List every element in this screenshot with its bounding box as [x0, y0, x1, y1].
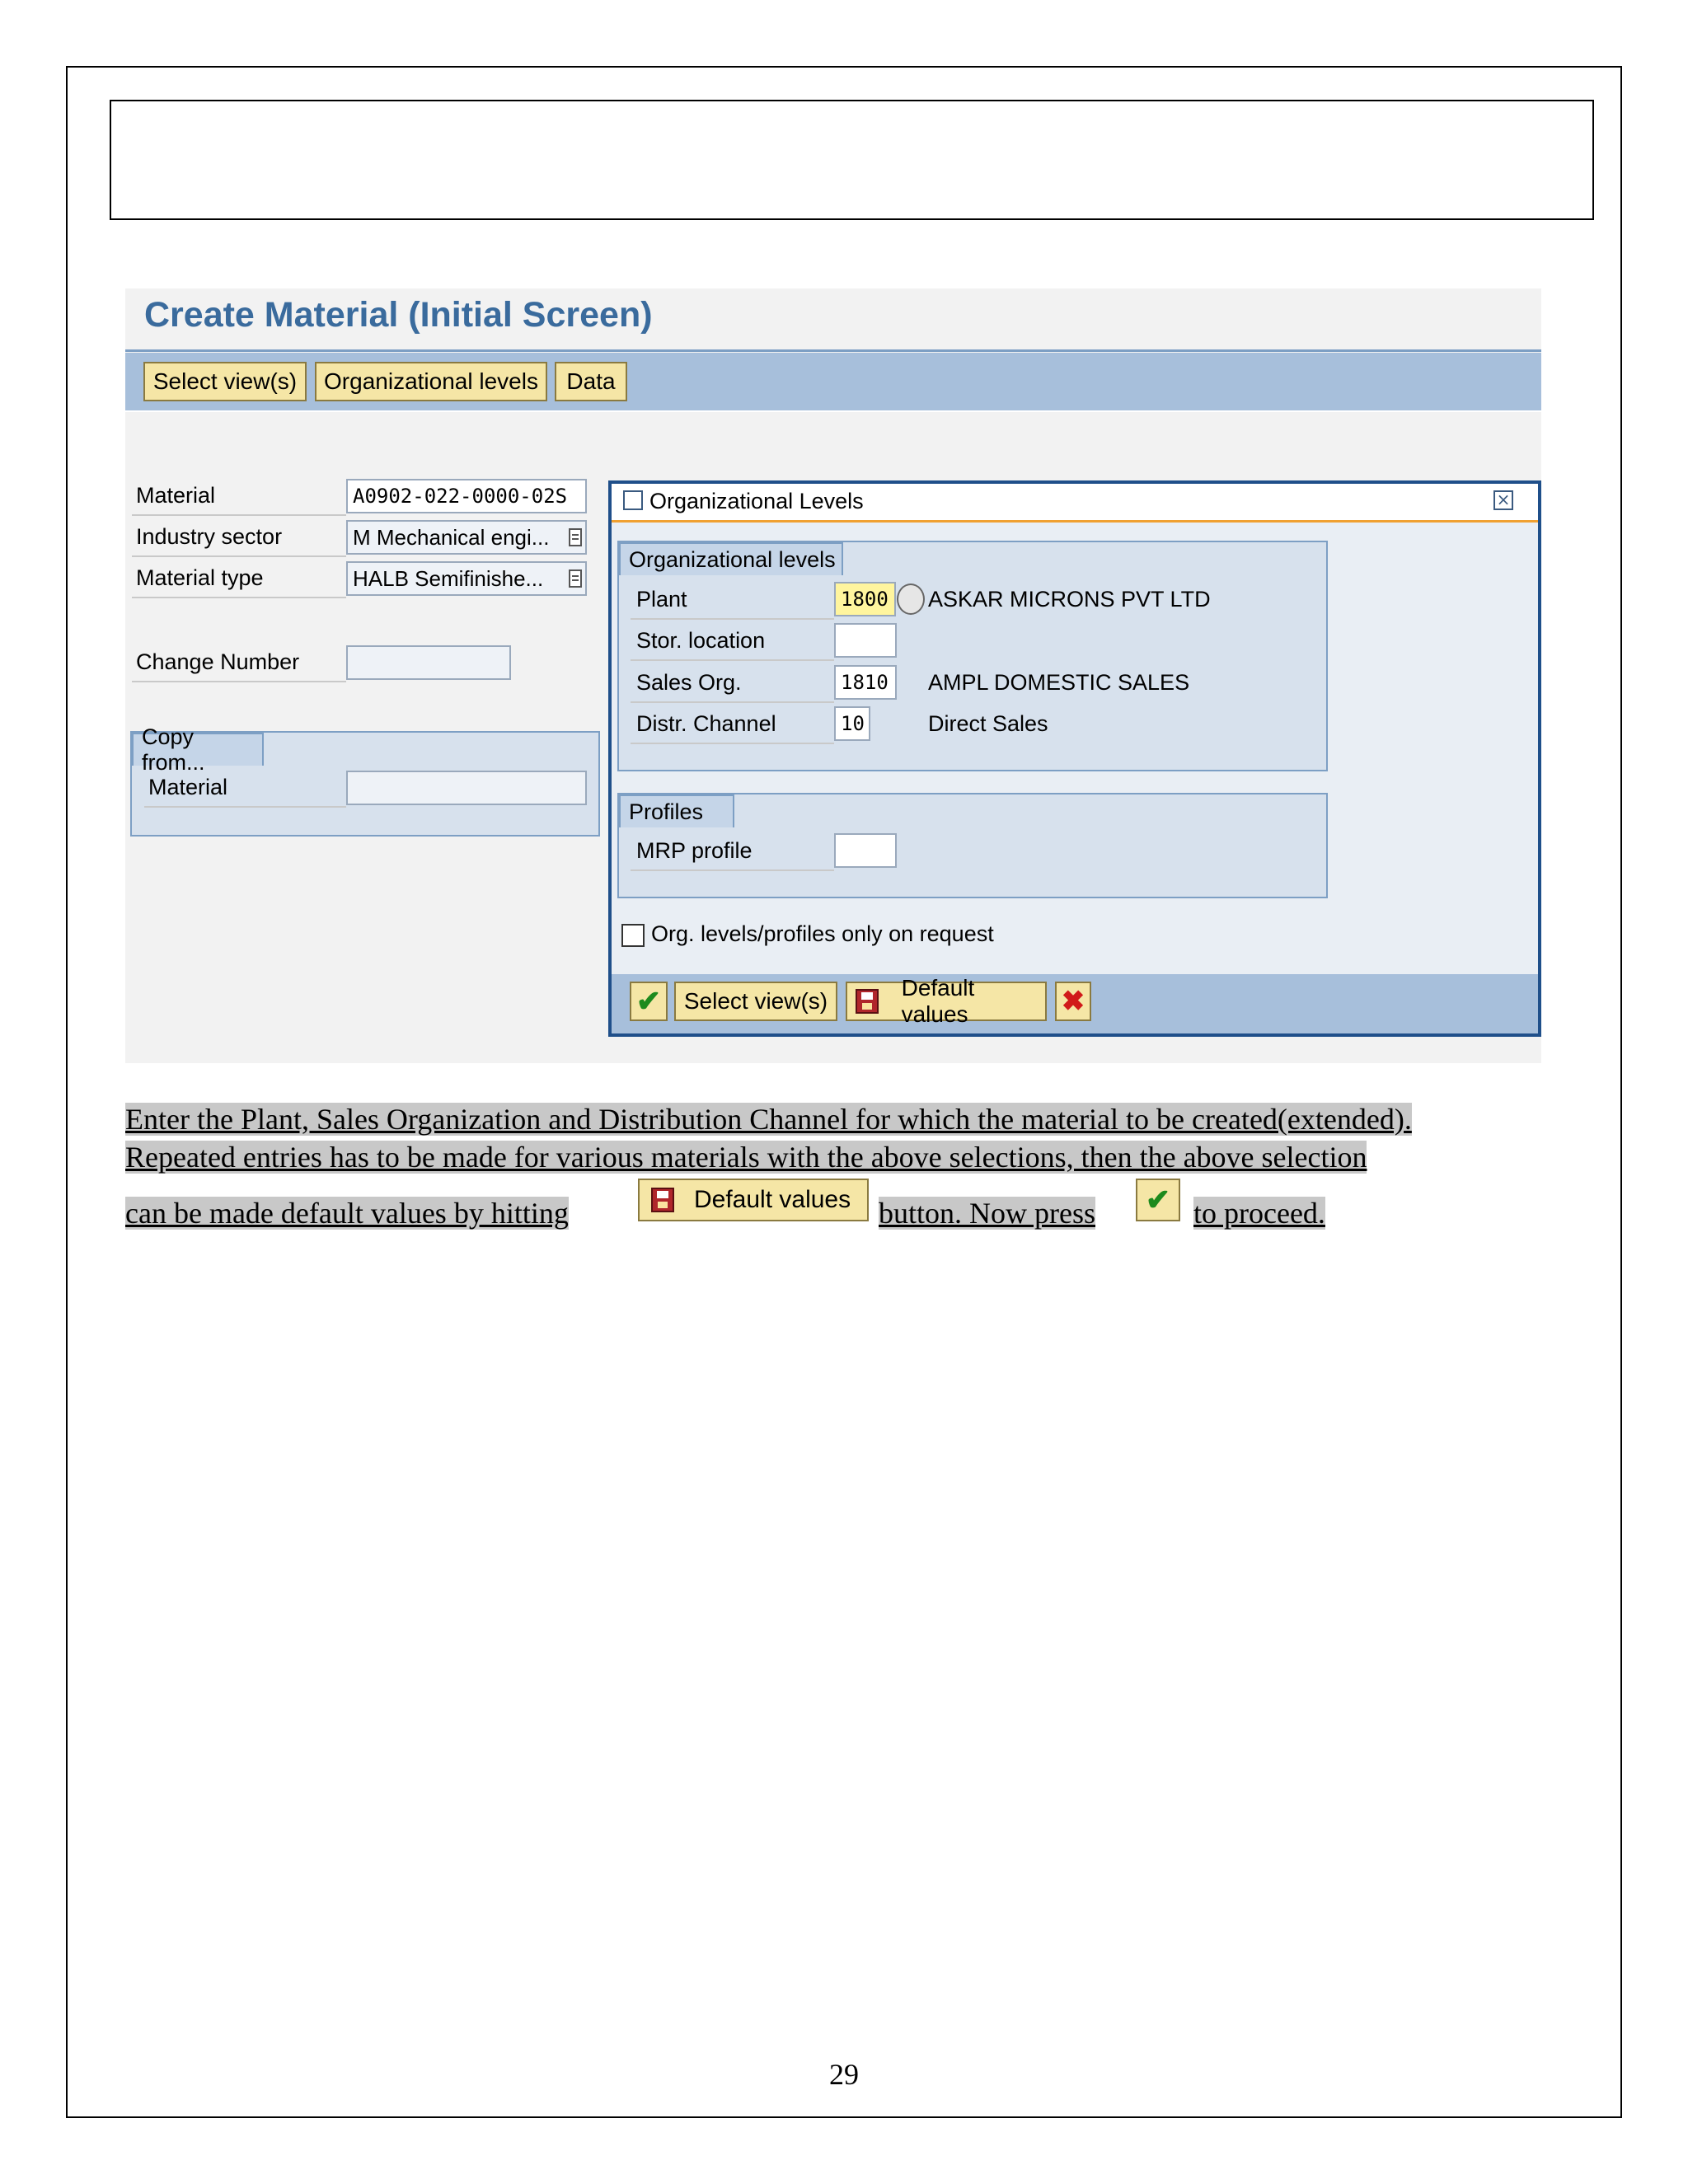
title-rule [125, 349, 1541, 352]
plant-label: Plant [636, 587, 687, 612]
material-type-select[interactable] [346, 561, 587, 596]
org-levels-group [617, 541, 1328, 771]
stor-location-label: Stor. location [636, 628, 766, 653]
default-values-label: Default values [901, 975, 975, 1027]
inline-default-values-label: Default values [694, 1186, 851, 1213]
industry-sector-label: Industry sector [136, 524, 283, 549]
instruction-text-3c: to proceed. [1193, 1197, 1325, 1230]
dialog-select-views-button[interactable]: Select view(s) [674, 982, 837, 1021]
page-title: Create Material (Initial Screen) [144, 295, 653, 335]
instruction-line-2 [125, 1138, 1563, 1176]
copy-from-tab: Copy from... [132, 733, 264, 766]
plant-input[interactable]: 1800 [834, 582, 896, 616]
dropdown-icon[interactable] [569, 569, 582, 588]
instruction-text-1: Enter the Plant, Sales Organization and Distribution Channel for which the material to be created(extended). [125, 1103, 1412, 1136]
instruction-text-3a: can be made default values by hitting [125, 1197, 569, 1230]
check-icon: ✔ [1145, 1183, 1171, 1216]
field-underline [631, 618, 834, 620]
industry-sector-select[interactable] [346, 520, 587, 555]
header-box [110, 100, 1594, 220]
org-levels-checkbox[interactable] [621, 924, 645, 947]
distr-channel-description: Direct Sales [928, 711, 1048, 736]
profiles-tab: Profiles [619, 794, 734, 827]
field-underline [132, 681, 346, 682]
dialog-header [612, 484, 1538, 523]
inline-check-button [1136, 1179, 1180, 1221]
plant-description: ASKAR MICRONS PVT LTD [928, 587, 1211, 612]
material-label: Material [136, 483, 216, 508]
copy-material-label: Material [148, 775, 228, 799]
field-underline [631, 659, 834, 661]
instruction-line-3c [1193, 1194, 1325, 1232]
mrp-profile-label: MRP profile [636, 838, 753, 863]
material-type-label: Material type [136, 565, 264, 590]
sales-org-input[interactable]: 1810 [834, 665, 897, 700]
instruction-text-2: Repeated entries has to be made for various materials with the above selections, then the above selection [125, 1141, 1367, 1174]
cancel-button[interactable] [1055, 982, 1091, 1021]
data-button[interactable]: Data [555, 362, 627, 401]
instruction-line-1 [125, 1100, 1563, 1138]
check-icon: ✔ [635, 984, 662, 1018]
change-number-label: Change Number [136, 649, 300, 674]
distr-channel-input[interactable]: 10 [834, 706, 870, 741]
org-levels-tab: Organizational levels [619, 542, 843, 575]
cancel-icon: ✖ [1061, 986, 1085, 1017]
stor-location-input[interactable] [834, 623, 897, 658]
save-icon [651, 1188, 674, 1212]
field-underline [631, 701, 834, 703]
copy-material-input[interactable] [346, 771, 587, 805]
instruction-text-3b: button. Now press [879, 1197, 1095, 1230]
field-underline [132, 555, 346, 557]
field-underline [132, 514, 346, 516]
dropdown-icon[interactable] [569, 528, 582, 546]
instruction-line-3b [879, 1194, 1095, 1232]
mrp-profile-input[interactable] [834, 833, 897, 868]
close-icon[interactable]: × [1493, 490, 1513, 510]
distr-channel-label: Distr. Channel [636, 711, 776, 736]
dialog-title: Organizational Levels [649, 489, 864, 513]
industry-sector-value: M Mechanical engi... [353, 524, 550, 550]
continue-button[interactable] [630, 982, 668, 1021]
possible-entries-icon[interactable] [897, 583, 925, 615]
field-underline [631, 869, 834, 871]
change-number-input[interactable] [346, 645, 511, 680]
material-input[interactable]: A0902-022-0000-02S [346, 479, 587, 513]
sales-org-label: Sales Org. [636, 670, 742, 695]
dialog-default-values-button[interactable] [846, 975, 1047, 1027]
field-underline [132, 597, 346, 598]
organizational-levels-button[interactable]: Organizational levels [315, 362, 547, 401]
field-underline [631, 743, 834, 744]
inline-default-values-button [638, 1179, 869, 1221]
select-views-button[interactable]: Select view(s) [143, 362, 307, 401]
dialog-icon [623, 490, 643, 510]
sales-org-description: AMPL DOMESTIC SALES [928, 670, 1190, 695]
field-underline [144, 806, 346, 808]
page-number: 29 [829, 2058, 859, 2091]
checkbox-label: Org. levels/profiles only on request [651, 921, 994, 946]
material-type-value: HALB Semifinishe... [353, 565, 544, 591]
save-icon [856, 989, 879, 1014]
